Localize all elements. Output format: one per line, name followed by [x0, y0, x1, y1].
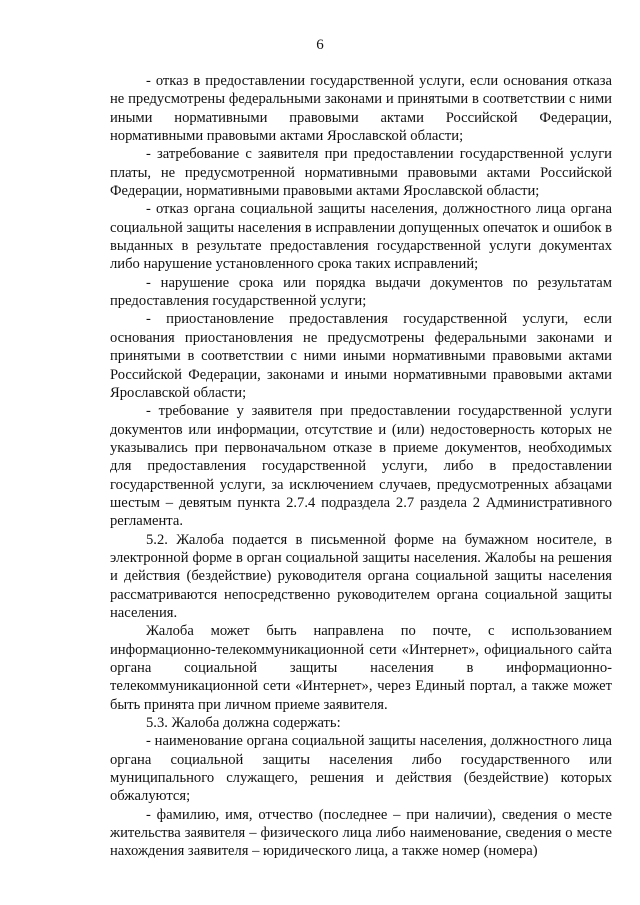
paragraph-5-2: 5.2. Жалоба подается в письменной форме на бумажном носителе, в электронной форме в орган социальной защиты населения. Жалобы на решения и действия (бездействие) руководителя органа социальной защиты населения рассматриваются непосредственно руководителем органа социальной защиты населения.	[110, 531, 612, 621]
paragraph-5-3: 5.3. Жалоба должна содержать:	[146, 715, 341, 732]
paragraph-correction-refusal: - отказ органа социальной защиты населения, должностного лица органа социальной защиты населения в исправлении допущенных опечаток и ошибок в выданных в результате предоставления государственной услуги документах либо нарушение установленного срока таких исправлений;	[110, 201, 612, 273]
paragraph-applicant-details: - фамилию, имя, отчество (последнее – при наличии), сведения о месте жительства заявителя – физического лица либо наименование, сведения о месте нахождения заявителя – юридического лица, а также номер (номера)	[110, 806, 612, 860]
paragraph-fee-demand: - затребование с заявителя при предоставлении государственной услуги платы, не предусмотренной нормативными правовыми актами Российской Федерации, нормативными правовыми актами Ярославской области;	[110, 146, 612, 200]
paragraph-suspension: - приостановление предоставления государственной услуги, если основания приостановления не предусмотрены федеральными законами и принятыми в соответствии с ними иными нормативными правовыми актами Российской Федерации, законами и иными нормативными правовыми актами Ярославской области;	[110, 311, 612, 401]
paragraph-document-requirement: - требование у заявителя при предоставлении государственной услуги документов или информации, отсутствие и (или) недостоверность которых не указывались при первоначальном отказе в приеме документов, необходимых для предоставления государственной услуги, либо в предоставлении государственной услуги, за исключением случаев, предусмотренных абзацами шестым – девятым пункта 2.7.4 подраздела 2.7 раздела 2 Административного регламента.	[110, 403, 612, 530]
document-body	[110, 72, 612, 861]
paragraph-refusal-services: - отказ в предоставлении государственной услуги, если основания отказа не предусмотрены федеральными законами и принятыми в соответствии с ними иными нормативными правовыми актами Российской Федерации, нормативными правовыми актами Ярославской области;	[110, 73, 612, 145]
paragraph-complaint-channels: Жалоба может быть направлена по почте, с использованием информационно-телекоммуникационной сети «Интернет», официального сайта органа социальной защиты населения в информационно-телекоммуникационной сети «Интернет», через Единый портал, а также может быть принята при личном приеме заявителя.	[110, 623, 612, 713]
paragraph-authority-name: - наименование органа социальной защиты населения, должностного лица органа социальной защиты населения либо государственного или муниципального служащего, решения и действия (бездействие) которых обжалуются;	[110, 733, 612, 805]
page-number: 6	[316, 37, 324, 53]
paragraph-deadline-violation: - нарушение срока или порядка выдачи документов по результатам предоставления государственной услуги;	[110, 274, 612, 310]
